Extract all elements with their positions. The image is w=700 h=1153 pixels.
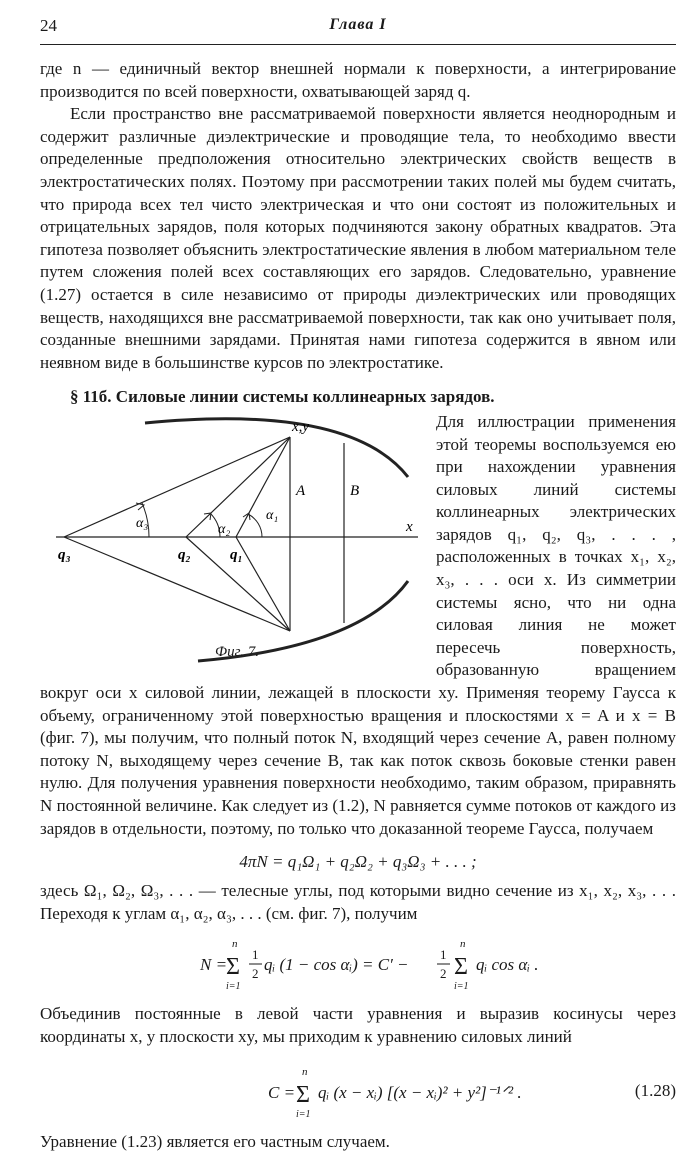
figure-caption: Фиг. 7. (215, 643, 259, 660)
running-head: Глава I (329, 16, 387, 33)
label-alpha3: α₃ (136, 515, 149, 531)
section-paragraph (40, 386, 676, 409)
paragraph-6: Уравнение (1.23) является его частным случаем. (40, 1131, 390, 1151)
page-header (40, 16, 676, 42)
header-rule (40, 44, 676, 45)
paragraph-5: Объединив постоянные в левой части уравнения и выразив косинусы через координаты x, y плоскости xy, мы приходим к уравнению силовых линий (40, 1004, 676, 1046)
paragraph-4: здесь Ω₁, Ω₂, Ω₃, . . . — телесные углы, под которыми видно сечение из x₁, x₂, x₃, . . . Переходя к углам α₁, α₂, α₃, . . . (см. фиг. 7), получим (40, 881, 676, 923)
formula-flux-angles-svg (40, 935, 676, 993)
equation-number: (1.28) (634, 1080, 676, 1100)
page-number: 24 (40, 16, 57, 35)
f3-sum-bottom: i=1 (296, 1108, 311, 1120)
f3-sum-sigma: Σ (296, 1081, 310, 1108)
f2-sum2-bottom: i=1 (454, 981, 469, 993)
f3-sum-top: n (302, 1065, 308, 1078)
paragraph-1: где n — единичный вектор внешней нормали к поверхности, а интегрирование производится по всей поверхности, охватывающей заряд q. (40, 59, 676, 101)
label-alpha2: α₂ (218, 521, 231, 537)
figure-block (40, 411, 676, 840)
f2-half1-den: 2 (252, 966, 259, 982)
ray-q3-top (64, 437, 290, 537)
formula-field-lines (40, 1063, 676, 1121)
label-b: B (350, 482, 360, 499)
f2-sum1-bottom: i=1 (226, 981, 241, 993)
upper-arc (145, 419, 408, 477)
f3-rhs: qᵢ (x − xᵢ) [(x − xᵢ)² + y²]⁻¹ᐟ² . (318, 1082, 522, 1102)
label-q3: q₃ (58, 546, 71, 563)
ray-q1-bottom (236, 537, 290, 631)
paragraph-3: Для иллюстрации применения этой теоремы воспользуемся ею при нахождении уравнения силовых линий системы коллинеарных электрических зарядов q₁, q₂, q₃, . . . , расположенных в точках x₁, x₂, x₃, . . . оси x. Из симметрии системы ясно, что ни одна силовая линия не может пересечь поверхность, образованную вращением вокруг оси x силовой линии, лежащей в плоскости xy. Применяя теорему Гаусса к объему, ограниченному этой поверхностью вращения и плоскостями x = A и x = B (фиг. 7), мы получим, что полный поток N, входящий через сечение A, равен полному потоку N, выходящему через сечение B, так как поток сквозь боковые стенки равен нулю. Для получения уравнения поверхности необходимо, таким образом, приравнять N постоянной величине. Как следует из (1.2), N равняется сумме потоков от каждого из зарядов в отдельности, поэтому, по только что доказанной теореме Гаусса, получаем (40, 411, 676, 838)
f2-half2-num: 1 (440, 947, 447, 963)
paragraph-2: Если пространство вне рассматриваемой поверхности является неоднородным и содержит различные диэлектрические и проводящие тела, то необходимо ввести определенные предположения относительно электрических свойств веществ в электростатических полях. Поэтому при рассмотрении таких полей мы будем считать, что природа всех тел чисто электрическая и что они состоят из положительных и отрицательных зарядов, поля которых подчиняются закону обратных квадратов. Эта гипотеза позволяет объяснить электростатические явления в любом материальном теле путем сложения полей всех составляющих его зарядов. Следовательно, уравнение (1.27) остается в силе независимо от природы диэлектрических или проводящих веществ, находящихся вне рассматриваемой поверхности, так как оно учитывает поля, созданные внешними зарядами. Принятая нами гипотеза содержится в явном или неявном виде в большинстве курсов по электростатике. (40, 104, 676, 372)
f2-sum1-top: n (232, 938, 238, 951)
figure-7 (40, 411, 428, 673)
section-title: § 11б. Силовые линии системы коллинеарных зарядов. (70, 387, 495, 407)
f2-rhs: qᵢ cos αᵢ . (476, 955, 539, 975)
formula-flux-angles (40, 935, 676, 993)
f2-half2-den: 2 (440, 966, 447, 982)
label-a: A (296, 482, 306, 499)
f2-sum2-sigma: Σ (454, 954, 468, 981)
f2-sum2-top: n (460, 938, 466, 951)
formula-flux-sum: 4πN = q₁Ω₁ + q₂Ω₂ + q₃Ω₃ + . . . ; (239, 852, 477, 872)
label-q2: q₂ (178, 546, 191, 563)
label-alpha1: α₁ (266, 507, 279, 523)
formula-field-lines-svg (78, 1063, 638, 1121)
f3-lhs: C = (268, 1082, 296, 1102)
page-body (40, 58, 676, 1153)
f2-sum1-sigma: Σ (226, 954, 240, 981)
label-xy: x,y (292, 418, 310, 435)
label-x: x (406, 518, 413, 535)
f2-lhs: N = (200, 955, 228, 975)
f2-mid: qᵢ (1 − cos αᵢ) = C′ − (264, 955, 409, 975)
ray-q1-top (236, 437, 290, 537)
ray-q3-bottom (64, 537, 290, 631)
label-q1: q₁ (230, 546, 243, 563)
f2-half1-num: 1 (252, 947, 259, 963)
figure-7-diagram (40, 411, 428, 673)
